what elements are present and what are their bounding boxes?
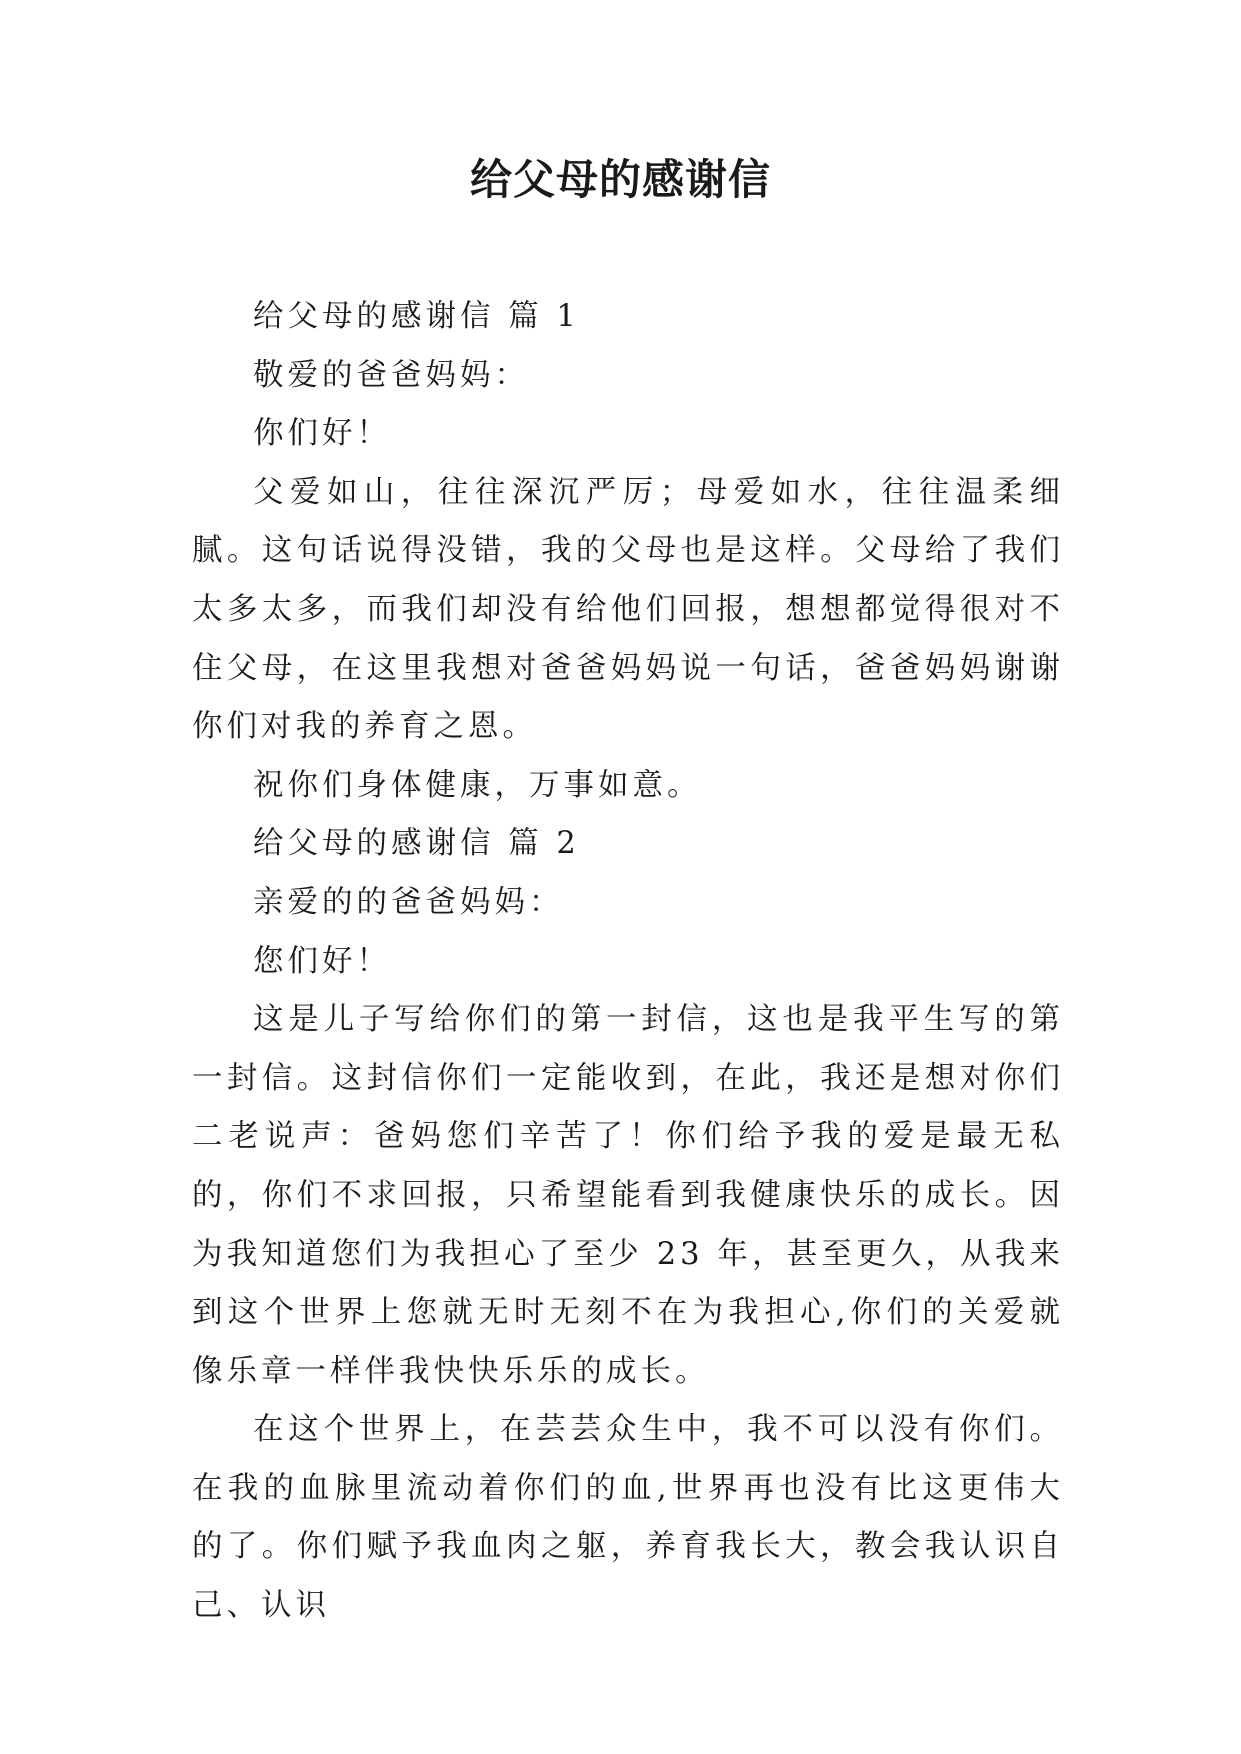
document-title: 给父母的感谢信 [469, 155, 771, 204]
body-paragraph: 这是儿子写给你们的第一封信，这也是我平生写的第一封信。这封信你们一定能收到，在此，我还是想对你们二老说声：爸妈您们辛苦了！你们给予我的爱是最无私的，你们不求回报，只希望能看到我健康快乐的成长。因为我知道您们为我担心了至少 23 年，甚至更久，从我来到这个世界上您就无时无刻不在为我担心,你们的关爱就像乐章一样伴我快快乐乐的成长。 [192, 1002, 1064, 1389]
document-body [192, 288, 1064, 1636]
body-paragraph: 在这个世界上，在芸芸众生中，我不可以没有你们。在我的血脉里流动着你们的血,世界再也没有比这更伟大的了。你们赋予我血肉之躯，养育我长大，教会我认识自己、认识 [192, 1412, 1064, 1624]
greeting-2: 您们好！ [253, 943, 391, 979]
closing-wish-1: 祝你们身体健康，万事如意。 [253, 767, 702, 803]
salutation-2: 亲爱的的爸爸妈妈： [253, 884, 564, 920]
body-paragraph: 父爱如山，往往深沉严厉；母爱如水，往往温柔细腻。这句话说得没错，我的父母也是这样。父母给了我们太多太多，而我们却没有给他们回报，想想都觉得很对不住父母，在这里我想对爸爸妈妈说一句话，爸爸妈妈谢谢你们对我的养育之恩。 [192, 474, 1064, 745]
section-heading-1: 给父母的感谢信 篇 1 [253, 299, 580, 334]
greeting-1: 你们好！ [253, 416, 391, 452]
section-heading-2: 给父母的感谢信 篇 2 [253, 826, 580, 862]
salutation-1: 敬爱的爸爸妈妈： [253, 357, 529, 393]
